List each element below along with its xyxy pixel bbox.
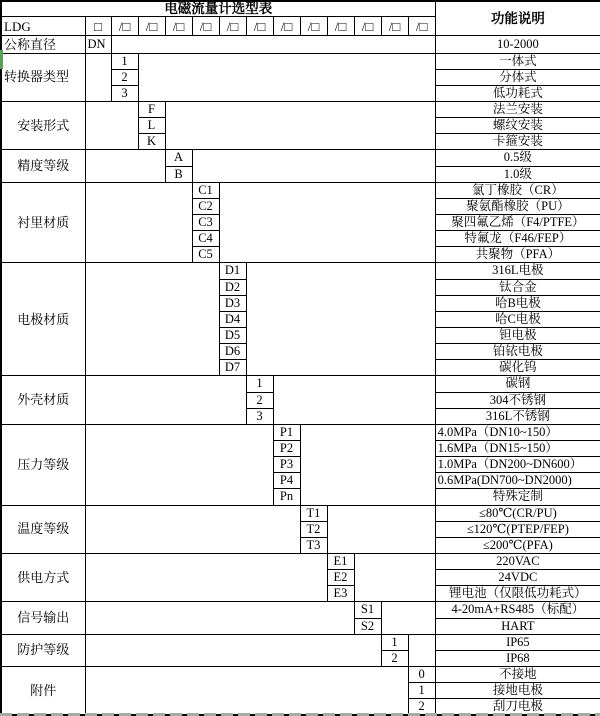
category-label: 安装形式 [1, 102, 85, 150]
code-cell: D5 [219, 327, 246, 343]
table-row [1, 634, 600, 650]
code-cell: B [165, 166, 192, 182]
model-code-box-icon: /□ [273, 17, 300, 36]
desc-cell: 钛合金 [435, 279, 600, 295]
code-cell: P1 [273, 424, 300, 440]
model-code-box-icon: □ [85, 17, 111, 36]
code-cell: D4 [219, 311, 246, 327]
code-cell: A [165, 150, 192, 166]
desc-cell: ≤200℃(PFA) [435, 537, 600, 553]
code-cell: 0 [408, 666, 435, 682]
empty-cell [85, 424, 273, 505]
desc-cell: 316L不锈钢 [435, 408, 600, 424]
empty-cell [300, 424, 435, 505]
desc-cell: IP65 [435, 634, 600, 650]
code-cell: D1 [219, 263, 246, 279]
table-row [1, 376, 600, 392]
scan-artifact-mark [0, 50, 3, 69]
code-cell: P4 [273, 473, 300, 489]
table-row [1, 150, 600, 166]
empty-cell [111, 36, 435, 53]
code-cell: DN [85, 36, 111, 53]
desc-cell: 低功耗式 [435, 85, 600, 101]
code-cell: C5 [192, 247, 219, 263]
category-label: 衬里材质 [1, 182, 85, 263]
table-row [1, 263, 600, 279]
code-cell: L [138, 118, 165, 134]
model-prefix-label: LDG [1, 17, 85, 36]
desc-cell: 哈B电极 [435, 295, 600, 311]
category-label: 附件 [1, 666, 85, 715]
empty-cell [219, 182, 435, 263]
desc-cell: 螺纹安装 [435, 118, 600, 134]
desc-cell: 聚氨酯橡胶（PU） [435, 198, 600, 214]
desc-cell: 法兰安装 [435, 102, 600, 118]
desc-cell: 24VDC [435, 570, 600, 586]
desc-cell: 1.0MPa（DN200~DN600） [435, 457, 600, 473]
code-cell: D3 [219, 295, 246, 311]
code-cell: 2 [408, 699, 435, 715]
model-code-box-icon: /□ [381, 17, 408, 36]
table-row [1, 424, 600, 440]
desc-cell: 碳钢 [435, 376, 600, 392]
code-cell: C4 [192, 231, 219, 247]
empty-cell [85, 553, 327, 601]
category-label: 精度等级 [1, 150, 85, 182]
desc-cell: 卡箍安装 [435, 134, 600, 150]
empty-cell [85, 263, 219, 376]
code-cell: P3 [273, 457, 300, 473]
desc-cell: 特氟龙（F46/FEP） [435, 231, 600, 247]
code-cell: 2 [381, 650, 408, 666]
desc-cell: 0.6MPa(DN700~DN2000) [435, 473, 600, 489]
empty-cell [246, 263, 435, 376]
code-cell: 2 [246, 392, 273, 408]
model-code-box-icon: /□ [219, 17, 246, 36]
desc-cell: 刮刀电极 [435, 699, 600, 715]
model-code-box-icon: /□ [138, 17, 165, 36]
code-cell: 1 [111, 53, 138, 69]
page-title: 电磁流量计选型表 [1, 1, 435, 17]
empty-cell [85, 102, 138, 150]
empty-cell [85, 505, 300, 553]
code-cell: S2 [354, 618, 381, 634]
desc-cell: 钽电极 [435, 327, 600, 343]
desc-cell: 1.0级 [435, 166, 600, 182]
empty-cell [408, 634, 435, 666]
category-label: 防护等级 [1, 634, 85, 666]
desc-cell: 共聚物（PFA） [435, 247, 600, 263]
table-row [1, 182, 600, 198]
desc-cell: 接地电极 [435, 683, 600, 699]
category-label: 信号输出 [1, 602, 85, 634]
empty-cell [85, 602, 354, 634]
model-code-box-icon: /□ [165, 17, 192, 36]
code-cell: D2 [219, 279, 246, 295]
code-cell: 1 [381, 634, 408, 650]
code-cell: C3 [192, 215, 219, 231]
code-cell: E1 [327, 553, 354, 569]
category-label: 供电方式 [1, 553, 85, 601]
desc-cell: 316L电极 [435, 263, 600, 279]
table-row [1, 666, 600, 682]
table-row [1, 36, 600, 53]
code-cell: 3 [111, 85, 138, 101]
empty-cell [85, 376, 246, 424]
table-row [1, 102, 600, 118]
empty-cell [192, 150, 435, 182]
empty-cell [85, 53, 111, 101]
desc-cell: 220VAC [435, 553, 600, 569]
code-cell: T1 [300, 505, 327, 521]
empty-cell [381, 602, 435, 634]
desc-cell: 聚四氟乙烯（F4/PTFE） [435, 215, 600, 231]
empty-cell [85, 666, 408, 715]
table-row [1, 553, 600, 569]
empty-cell [85, 634, 381, 666]
model-code-box-icon: /□ [192, 17, 219, 36]
code-cell: Pn [273, 489, 300, 505]
code-cell: C1 [192, 182, 219, 198]
code-cell: K [138, 134, 165, 150]
desc-cell: ≤120℃(PTEP/FEP) [435, 521, 600, 537]
category-label: 电极材质 [1, 263, 85, 376]
code-cell: 1 [246, 376, 273, 392]
desc-cell: 10-2000 [435, 36, 600, 53]
desc-cell: 锂电池（仅限低功耗式） [435, 586, 600, 602]
code-cell: T2 [300, 521, 327, 537]
desc-cell: 304不锈钢 [435, 392, 600, 408]
code-cell: C2 [192, 198, 219, 214]
desc-cell: 氯丁橡胶（CR） [435, 182, 600, 198]
desc-cell: 铂铱电极 [435, 344, 600, 360]
empty-cell [165, 102, 435, 150]
empty-cell [85, 182, 192, 263]
code-cell: 3 [246, 408, 273, 424]
code-cell: S1 [354, 602, 381, 618]
model-code-box-icon: /□ [327, 17, 354, 36]
empty-cell [354, 553, 435, 601]
model-code-box-icon: /□ [246, 17, 273, 36]
category-label: 转换器类型 [1, 53, 85, 101]
desc-cell: 1.6MPa（DN15~150） [435, 440, 600, 456]
desc-cell: 一体式 [435, 53, 600, 69]
code-cell: P2 [273, 440, 300, 456]
model-code-box-icon: /□ [300, 17, 327, 36]
category-label: 压力等级 [1, 424, 85, 505]
code-cell: 2 [111, 69, 138, 85]
table-row [1, 53, 600, 69]
desc-cell: IP68 [435, 650, 600, 666]
table-row [1, 505, 600, 521]
category-label: 温度等级 [1, 505, 85, 553]
desc-cell: 特殊定制 [435, 489, 600, 505]
code-cell: E2 [327, 570, 354, 586]
category-label: 公称直径 [1, 36, 85, 53]
empty-cell [327, 505, 435, 553]
function-column-header: 功能说明 [435, 1, 600, 36]
empty-cell [85, 150, 165, 182]
category-label: 外壳材质 [1, 376, 85, 424]
model-code-box-icon: /□ [354, 17, 381, 36]
desc-cell: HART [435, 618, 600, 634]
model-code-box-icon: /□ [408, 17, 435, 36]
code-cell: D6 [219, 344, 246, 360]
model-code-box-icon: /□ [111, 17, 138, 36]
empty-cell [273, 376, 435, 424]
desc-cell: 不接地 [435, 666, 600, 682]
code-cell: E3 [327, 586, 354, 602]
desc-cell: 分体式 [435, 69, 600, 85]
desc-cell: 哈C电极 [435, 311, 600, 327]
table-row [1, 602, 600, 618]
desc-cell: ≤80℃(CR/PU) [435, 505, 600, 521]
desc-cell: 0.5级 [435, 150, 600, 166]
empty-cell [138, 53, 435, 101]
desc-cell: 碳化钨 [435, 360, 600, 376]
desc-cell: 4.0MPa（DN10~150） [435, 424, 600, 440]
desc-cell: 4-20mA+RS485（标配） [435, 602, 600, 618]
code-cell: T3 [300, 537, 327, 553]
code-cell: F [138, 102, 165, 118]
code-cell: 1 [408, 683, 435, 699]
code-cell: D7 [219, 360, 246, 376]
